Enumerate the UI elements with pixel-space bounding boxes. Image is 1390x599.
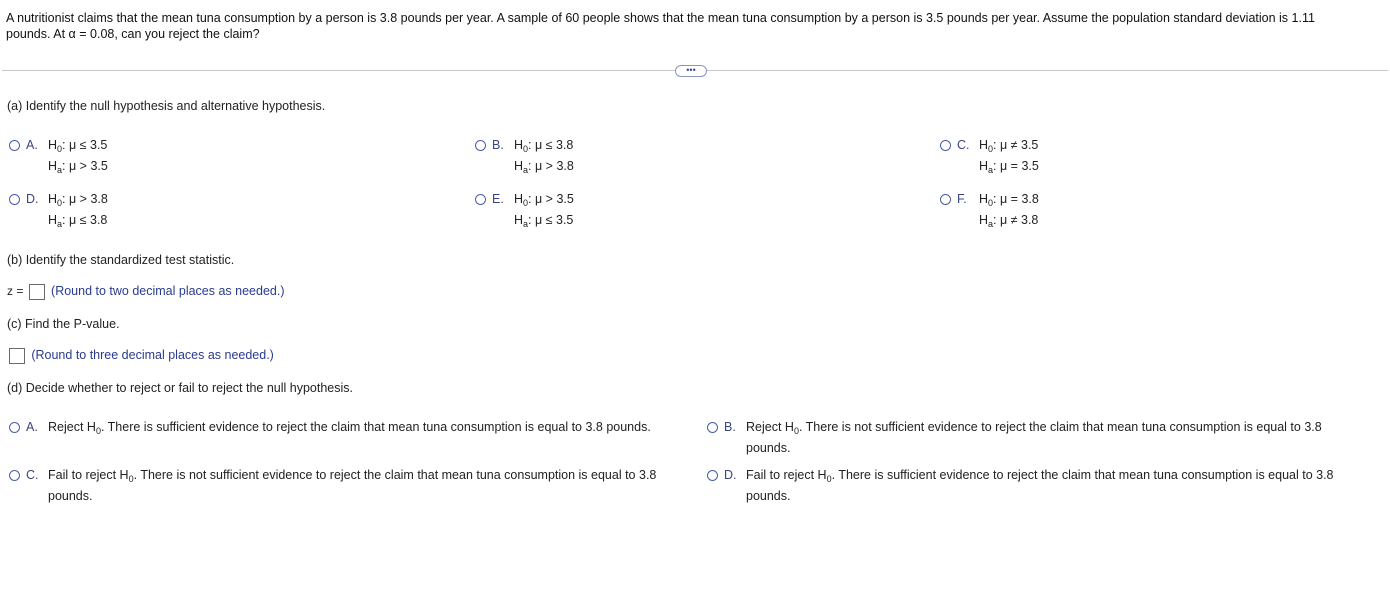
null-hypothesis: : μ > 3.8 — [62, 192, 108, 206]
radio-circle-icon[interactable] — [9, 422, 20, 433]
option-letter: E. — [492, 192, 504, 206]
p-value-input[interactable] — [9, 348, 25, 364]
part-d-label: (d) Decide whether to reject or fail to reject the null hypothesis. — [7, 381, 354, 395]
p-answer-row — [9, 348, 274, 364]
question-line-1: A nutritionist claims that the mean tuna consumption by a person is 3.8 pounds per year. A sample of 60 people shows that the mean tuna consumption by a person is 3.5 pounds per year. Assume the population standard deviation is 1.11 — [6, 11, 1315, 25]
radio-circle-icon[interactable] — [940, 194, 951, 205]
option-letter: A. — [26, 420, 38, 434]
option-a-c[interactable] — [940, 138, 1039, 177]
option-d-b[interactable] — [707, 420, 1387, 459]
null-hypothesis: : μ = 3.8 — [993, 192, 1039, 206]
alt-hypothesis: : μ > 3.5 — [62, 159, 108, 173]
null-hypothesis: : μ ≠ 3.5 — [993, 138, 1039, 152]
question-line-2: pounds. At α = 0.08, can you reject the claim? — [6, 27, 260, 41]
z-prefix: z = — [7, 284, 24, 299]
decision-text: Reject $H_0$. There is not sufficient evidence to reject the claim that mean tuna consumption is equal to 3.8 pounds. — [746, 420, 1322, 455]
alt-hypothesis: : μ ≠ 3.8 — [993, 213, 1039, 227]
hypothesis-pair: $H_0$: μ ≠ 3.5 $H_a$: μ = 3.5 — [979, 138, 1039, 175]
part-c-label: (c) Find the P-value. — [7, 317, 120, 331]
option-a-f[interactable] — [940, 192, 1039, 231]
option-letter: D. — [26, 192, 39, 206]
alt-hypothesis: : μ ≤ 3.5 — [528, 213, 574, 227]
option-a-d[interactable] — [9, 192, 108, 231]
radio-circle-icon[interactable] — [475, 194, 486, 205]
part-b-label: (b) Identify the standardized test statistic. — [7, 253, 235, 267]
p-round-hint: (Round to three decimal places as needed.) — [31, 348, 274, 363]
option-a-e[interactable] — [475, 192, 574, 231]
decision-text: Fail to reject $H_0$. There is not sufficient evidence to reject the claim that mean tuna consumption is equal to 3.8 pounds. — [48, 468, 657, 503]
null-hypothesis: : μ ≤ 3.5 — [62, 138, 108, 152]
option-d-d[interactable] — [707, 468, 1387, 507]
hypothesis-pair: $H_0$: μ ≤ 3.5 $H_a$: μ > 3.5 — [48, 138, 108, 175]
option-d-c[interactable] — [9, 468, 699, 507]
option-letter: B. — [724, 420, 736, 434]
radio-circle-icon[interactable] — [9, 470, 20, 481]
radio-circle-icon[interactable] — [9, 140, 20, 151]
expand-button[interactable]: ••• — [675, 65, 707, 77]
alt-hypothesis: : μ = 3.5 — [993, 159, 1039, 173]
option-letter: C. — [957, 138, 970, 152]
option-d-a[interactable] — [9, 420, 699, 438]
alt-hypothesis: : μ > 3.8 — [528, 159, 574, 173]
option-letter: A. — [26, 138, 38, 152]
radio-circle-icon[interactable] — [707, 422, 718, 433]
option-a-b[interactable] — [475, 138, 574, 177]
option-letter: B. — [492, 138, 504, 152]
radio-circle-icon[interactable] — [940, 140, 951, 151]
z-answer-row — [7, 284, 285, 300]
option-letter: C. — [26, 468, 39, 482]
hypothesis-pair: $H_0$: μ = 3.8 $H_a$: μ ≠ 3.8 — [979, 192, 1039, 229]
z-answer-input[interactable] — [29, 284, 45, 300]
null-hypothesis: : μ > 3.5 — [528, 192, 574, 206]
hypothesis-pair: $H_0$: μ > 3.5 $H_a$: μ ≤ 3.5 — [514, 192, 574, 229]
decision-text: Reject $H_0$. There is sufficient evidence to reject the claim that mean tuna consumption is equal to 3.8 pounds. — [48, 420, 651, 436]
radio-circle-icon[interactable] — [475, 140, 486, 151]
decision-text: Fail to reject $H_0$. There is sufficient evidence to reject the claim that mean tuna consumption is equal to 3.8 pounds. — [746, 468, 1334, 503]
null-hypothesis: : μ ≤ 3.8 — [528, 138, 574, 152]
hypothesis-pair: $H_0$: μ > 3.8 $H_a$: μ ≤ 3.8 — [48, 192, 108, 229]
option-letter: D. — [724, 468, 737, 482]
z-round-hint: (Round to two decimal places as needed.) — [51, 284, 285, 299]
option-letter: F. — [957, 192, 967, 206]
radio-circle-icon[interactable] — [707, 470, 718, 481]
question-text — [6, 10, 1381, 42]
radio-circle-icon[interactable] — [9, 194, 20, 205]
option-a-a[interactable] — [9, 138, 108, 177]
alt-hypothesis: : μ ≤ 3.8 — [62, 213, 108, 227]
hypothesis-pair: $H_0$: μ ≤ 3.8 $H_a$: μ > 3.8 — [514, 138, 574, 175]
part-a-label: (a) Identify the null hypothesis and alternative hypothesis. — [7, 99, 326, 113]
